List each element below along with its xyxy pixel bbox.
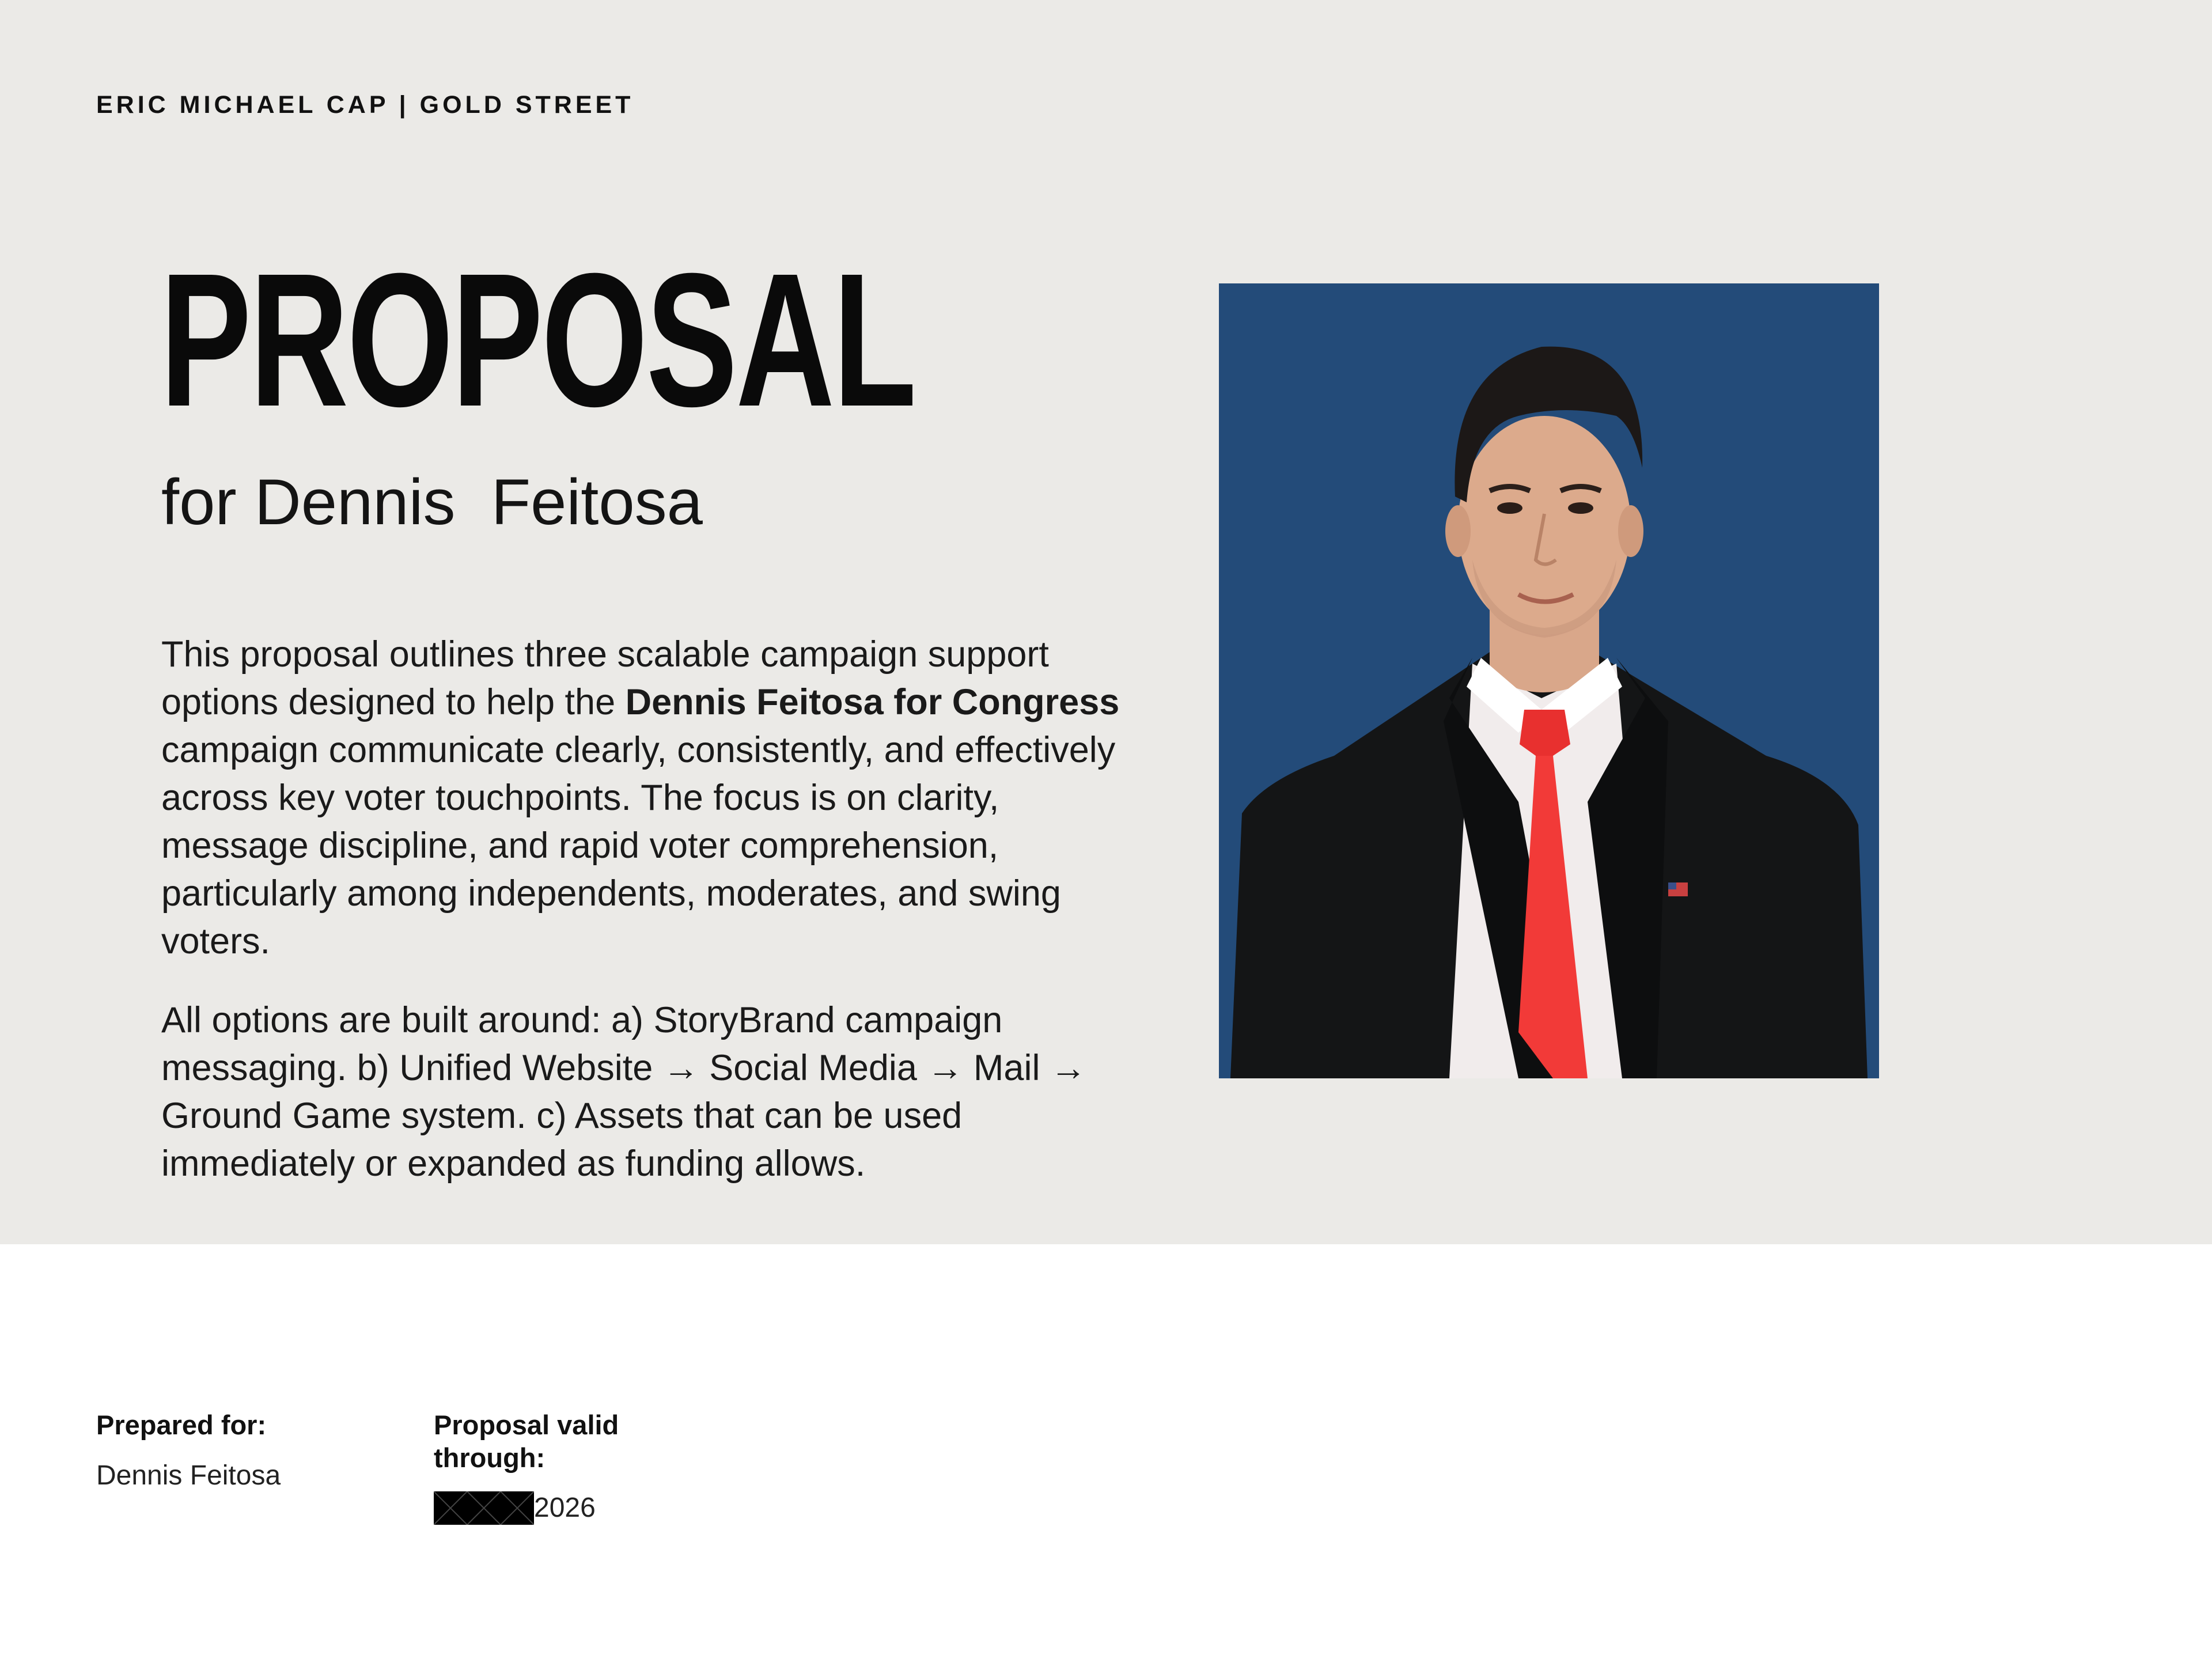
page-title: PROPOSAL — [160, 233, 915, 446]
redaction-block — [434, 1491, 534, 1525]
intro-p1-part2: campaign communicate clearly, consistently, and effectively across key voter touchpoints. The focus is on clarity, message discipline, and rapid voter comprehension, particularly among independents, moderates, and swing voters. — [161, 730, 1116, 961]
brand-name: ERIC MICHAEL CAP | GOLD STREET — [96, 91, 634, 119]
prepared-for-label: Prepared for: — [96, 1410, 267, 1440]
portrait-illustration — [1219, 283, 1879, 1078]
valid-through-section — [434, 1408, 676, 1525]
valid-through-year: 2026 — [534, 1493, 596, 1523]
prepared-for-section — [96, 1408, 338, 1492]
valid-through-value — [434, 1491, 676, 1525]
intro-p1-part1: This proposal outlines three scalable campaign support options designed to help the — [161, 634, 1049, 722]
candidate-portrait — [1219, 283, 1879, 1078]
valid-through-label: Proposal valid through: — [434, 1410, 619, 1473]
intro-paragraph-1 — [161, 631, 1129, 965]
intro-text — [161, 631, 1129, 1219]
campaign-name: Dennis Feitosa for Congress — [625, 682, 1120, 722]
prepared-for-value: Dennis Feitosa — [96, 1460, 281, 1491]
redaction-pattern — [434, 1491, 534, 1525]
page-subtitle: for Dennis Feitosa — [161, 466, 703, 538]
intro-paragraph-2: All options are built around: a) StoryBrand campaign messaging. b) Unified Website → Social Media → Mail → Ground Game system. c) Assets that can be used immediately or expanded as funding allows. — [161, 1000, 1086, 1184]
